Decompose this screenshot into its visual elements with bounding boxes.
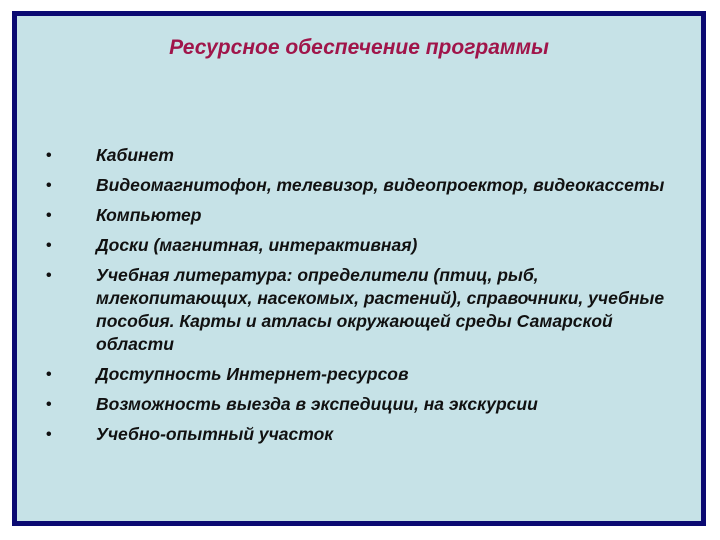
resource-list (17, 144, 701, 453)
slide-frame (12, 11, 706, 526)
bullet-icon: • (46, 207, 52, 224)
slide-title: Ресурсное обеспечение программы (169, 36, 549, 59)
list-item (17, 264, 701, 356)
bullet-icon: • (46, 147, 52, 164)
bullet-icon: • (46, 396, 52, 413)
list-item-text: Доступность Интернет-ресурсов (96, 364, 409, 384)
bullet-icon: • (46, 366, 52, 383)
list-item-text: Кабинет (96, 145, 174, 165)
list-item-text: Компьютер (96, 205, 202, 225)
list-item (17, 423, 701, 446)
list-item-text: Учебно-опытный участок (96, 424, 334, 444)
list-item (17, 363, 701, 386)
list-item (17, 204, 701, 227)
list-item-text: Учебная литература: определители (птиц, рыб, млекопитающих, насекомых, растений), справочники, учебные пособия. Карты и атласы окружающей среды Самарской области (96, 265, 665, 354)
list-item (17, 174, 701, 197)
list-item (17, 144, 701, 167)
list-item-text: Доски (магнитная, интерактивная) (96, 235, 418, 255)
list-item (17, 234, 701, 257)
bullet-icon: • (46, 177, 52, 194)
bullet-icon: • (46, 426, 52, 443)
list-item-text: Возможность выезда в экспедиции, на экскурсии (96, 394, 538, 414)
bullet-icon: • (46, 267, 52, 284)
list-item-text: Видеомагнитофон, телевизор, видеопроектор, видеокассеты (96, 175, 665, 195)
list-item (17, 393, 701, 416)
bullet-icon: • (46, 237, 52, 254)
